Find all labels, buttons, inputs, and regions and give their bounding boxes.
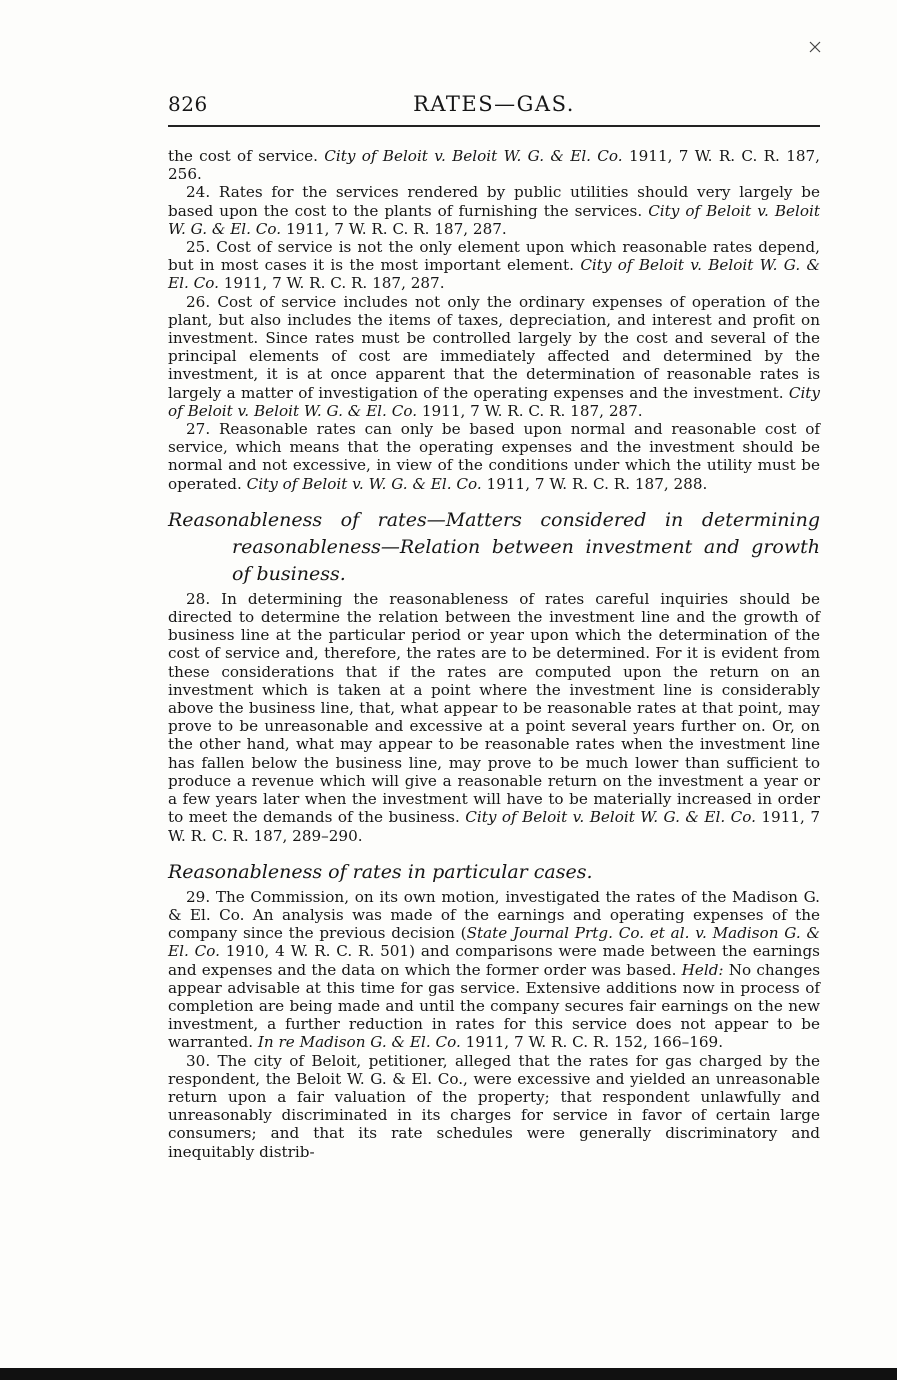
- section-heading: Reasonableness of rates in particular cases.: [168, 860, 593, 883]
- citation-reference: 1911, 7 W. R. C. R. 152, 166–169.: [460, 1033, 724, 1052]
- citation-reference: 1911, 7 W. R. C. R. 187, 287.: [417, 401, 643, 420]
- scan-edge-bar: [0, 1368, 897, 1380]
- case-citation: State Journal Prtg. Co. et al. v. Madison G. & El. Co.: [168, 924, 820, 961]
- section-heading: Reasonableness of rates—Matters considered in determining reasonableness—Relation between investment and growth of business.: [168, 508, 820, 585]
- citation-reference: 1911, 7 W. R. C. R. 187, 289–290.: [168, 808, 820, 845]
- paragraph-text: 26. Cost of service includes not only the ordinary expenses of operation of the plant, but also includes the items of taxes, depreciation, and interest and profit on investment. Since rates must be controlled largely by the cost and several of the principal elements of cost are immediately affected and determined by the investment, it is at once apparent that the determination of reasonable rates is largely a matter of investigation of the operating expenses and the investment.: [168, 292, 820, 402]
- paragraph-text: the cost of service.: [168, 147, 325, 165]
- header-rule: [168, 125, 820, 127]
- case-citation: City of Beloit v. W. G. & El. Co.: [246, 474, 482, 493]
- paragraph-30: [168, 1052, 820, 1161]
- paragraph-text: 1910, 4 W. R. C. R. 501) and comparisons were made between the earnings and expenses and the data on which the former order was based.: [168, 942, 820, 979]
- paragraph-28: [168, 590, 820, 845]
- paragraph-24: [168, 183, 820, 238]
- case-citation: City of Beloit v. Beloit W. G. & El. Co.: [168, 256, 821, 293]
- paragraph-29: [168, 888, 820, 1052]
- page-header: [168, 92, 820, 126]
- paragraph-27: [168, 420, 820, 493]
- case-citation: City of Beloit v. Beloit W. G. & El. Co.: [324, 147, 623, 165]
- case-citation: City of Beloit v. Beloit W. G. & El. Co.: [465, 808, 756, 827]
- paragraph-text: 24. Rates for the services rendered by public utilities should very largely be based upon the cost to the plants of furnishing the services.: [168, 183, 820, 220]
- paragraph-continued: [168, 147, 820, 183]
- case-citation: City of Beloit v. Beloit W. G. & El. Co.: [168, 201, 820, 238]
- paragraph-25: [168, 238, 820, 293]
- case-citation: In re Madison G. & El. Co.: [257, 1033, 461, 1052]
- scan-corner-mark: [808, 40, 822, 54]
- paragraph-text: 25. Cost of service is not the only element upon which reasonable rates depend, but in most cases it is the most important element.: [168, 238, 820, 275]
- held-label: Held:: [681, 960, 724, 979]
- paragraph-text: No changes appear advisable at this time for gas service. Extensive additions now in process of completion are being made and until the company secures fair earnings on the new investment, a further reduction in rates for this service does not appear to be warranted.: [168, 960, 820, 1052]
- paragraph-text: 27. Reasonable rates can only be based upon normal and reasonable cost of service, which means that the operating expenses and the investment should be normal and not excessive, in view of the conditions under which the utility must be operated.: [168, 420, 820, 493]
- paragraph-text: 29. The Commission, on its own motion, investigated the rates of the Madison G. & El. Co. An analysis was made of the earnings and operating expenses of the company since the previous decision (: [168, 887, 820, 943]
- paragraph-text: 28. In determining the reasonableness of rates careful inquiries should be directed to determine the relation between the investment line and the growth of business line at the particular period or year upon which the determination of the cost of service and, therefore, the rates are to be determined. For it is evident from these considerations that if the rates are computed upon the return on an investment which is taken at a point where the investment line is considerably above the business line, that, what appear to be reasonable rates at that point, may prove to be unreasonable and excessive at a point several years further on. Or, on the other hand, what may appear to be reasonable rates when the investment line has fallen below the business line, may prove to be much lower than sufficient to produce a revenue which will give a reasonable return on the investment a year or a few years later when the investment will have to be materially increased in order to meet the demands of the business.: [168, 589, 820, 827]
- paragraph-text: 30. The city of Beloit, petitioner, alleged that the rates for gas charged by the respondent, the Beloit W. G. & El. Co., were excessive and yielded an unreasonable return upon a fair valuation of the property; that respondent unlawfully and unreasonably discriminated in its charges for service in favor of certain large consumers; and that its rate schedules were generally discriminatory and inequitably distrib-: [168, 1051, 820, 1161]
- running-title: RATES—GAS.: [413, 92, 575, 116]
- citation-reference: 1911, 7 W. R. C. R. 187, 287.: [218, 274, 445, 293]
- citation-reference: 1911, 7 W. R. C. R. 187, 256.: [168, 147, 821, 184]
- citation-reference: 1911, 7 W. R. C. R. 187, 288.: [481, 474, 708, 493]
- page-number: 826: [168, 92, 208, 116]
- case-citation: City of Beloit v. Beloit W. G. & El. Co.: [168, 383, 820, 420]
- paragraph-26: [168, 293, 820, 420]
- citation-reference: 1911, 7 W. R. C. R. 187, 287.: [281, 219, 507, 238]
- page-body: [168, 147, 820, 1161]
